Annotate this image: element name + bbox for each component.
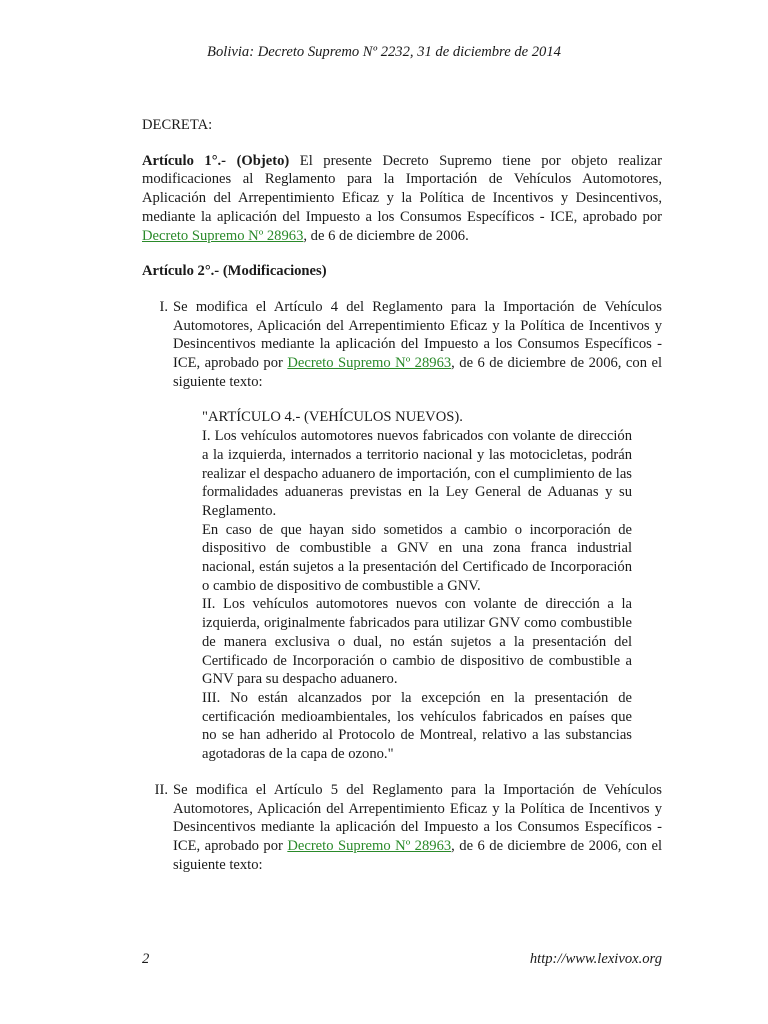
article-1-text-end: , de 6 de diciembre de 2006. — [303, 227, 469, 244]
list-item-text-end: , de 6 de diciembre de 2006, con el siguiente texto: — [173, 837, 662, 873]
quote-paragraph: I. Los vehículos automotores nuevos fabricados con volante de dirección a la izquierda, internados a territorio nacional y las motocicletas, podrán realizar el despacho aduanero de importación, con el cumplimiento de las formalidades aduaneras previstas en la Ley General de Aduanas y su Reglamento. — [202, 428, 632, 519]
footer-url: http://www.lexivox.org — [529, 951, 662, 967]
list-item-i — [142, 298, 662, 392]
page-number: 2 — [142, 951, 150, 967]
quote-paragraph: En caso de que hayan sido sometidos a cambio o incorporación de dispositivo de combustible a GNV en una zona franca industrial nacional, están sujetos a la presentación del Certificado de Incorporación o cambio de dispositivo de combustible a GNV. — [202, 521, 632, 594]
list-item-text-start: Se modifica el Artículo 4 del Reglamento para la Importación de Vehículos Automotores, Aplicación del Arrepentimiento Eficaz y la Política de Incentivos y Desincentivos mediante la aplicación del Impuesto a los Consumos Específicos - ICE, aprobado por — [173, 298, 662, 372]
quoted-article-4 — [202, 408, 632, 763]
list-item-text-start: Se modifica el Artículo 5 del Reglamento para la Importación de Vehículos Automotores, Aplicación del Arrepentimiento Eficaz y la Política de Incentivos y Desincentivos mediante la aplicación del Impuesto a los Consumos Específicos - ICE, aprobado por — [173, 781, 662, 854]
article-1-text: El presente Decreto Supremo tiene por objeto realizar modificaciones al Reglamento para la Importación de Vehículos Automotores, Aplicación del Arrepentimiento Eficaz y la Política de Incentivos y Desincentivos, mediante la aplicación del Impuesto a los Consumos Específicos - ICE, aprobado por — [142, 152, 663, 225]
decreto-link[interactable]: Decreto Supremo Nº 28963 — [287, 355, 452, 372]
quote-paragraph: III. No están alcanzados por la excepción en la presentación de certificación medioambientales, los vehículos fabricados en países que no se han adherido al Protocolo de Montreal, relativo a las substancias agotadoras de la capa de ozono." — [202, 689, 632, 763]
list-item-text — [173, 298, 662, 392]
list-item-text — [173, 781, 662, 875]
decreto-link[interactable]: Decreto Supremo Nº 28963 — [142, 227, 304, 244]
decreto-link[interactable]: Decreto Supremo Nº 28963 — [287, 837, 452, 854]
list-item-text-end: , de 6 de diciembre de 2006, con el siguiente texto: — [173, 355, 662, 390]
list-item-number: I. — [159, 298, 168, 315]
list-item-number: II. — [154, 781, 168, 798]
article-2-label: Artículo 2°.- (Modificaciones) — [142, 263, 327, 280]
list-item-ii — [142, 781, 662, 875]
article-1-paragraph — [142, 152, 662, 246]
document-body — [142, 116, 662, 874]
page-header: Bolivia: Decreto Supremo Nº 2232, 31 de diciembre de 2014 — [207, 44, 561, 60]
article-1-label: Artículo 1°.- (Objeto) — [142, 152, 290, 169]
quote-paragraph: II. Los vehículos automotores nuevos con volante de dirección a la izquierda, originalmente fabricados para utilizar GNV como combustible de manera exclusiva o dual, no están sujetos a la presentación del Certificado de Incorporación o cambio de dispositivo de combustible a GNV para su despacho aduanero. — [202, 596, 632, 688]
quote-title: "ARTÍCULO 4.- (VEHÍCULOS NUEVOS). — [202, 409, 463, 426]
decreta-heading: DECRETA: — [142, 117, 213, 133]
